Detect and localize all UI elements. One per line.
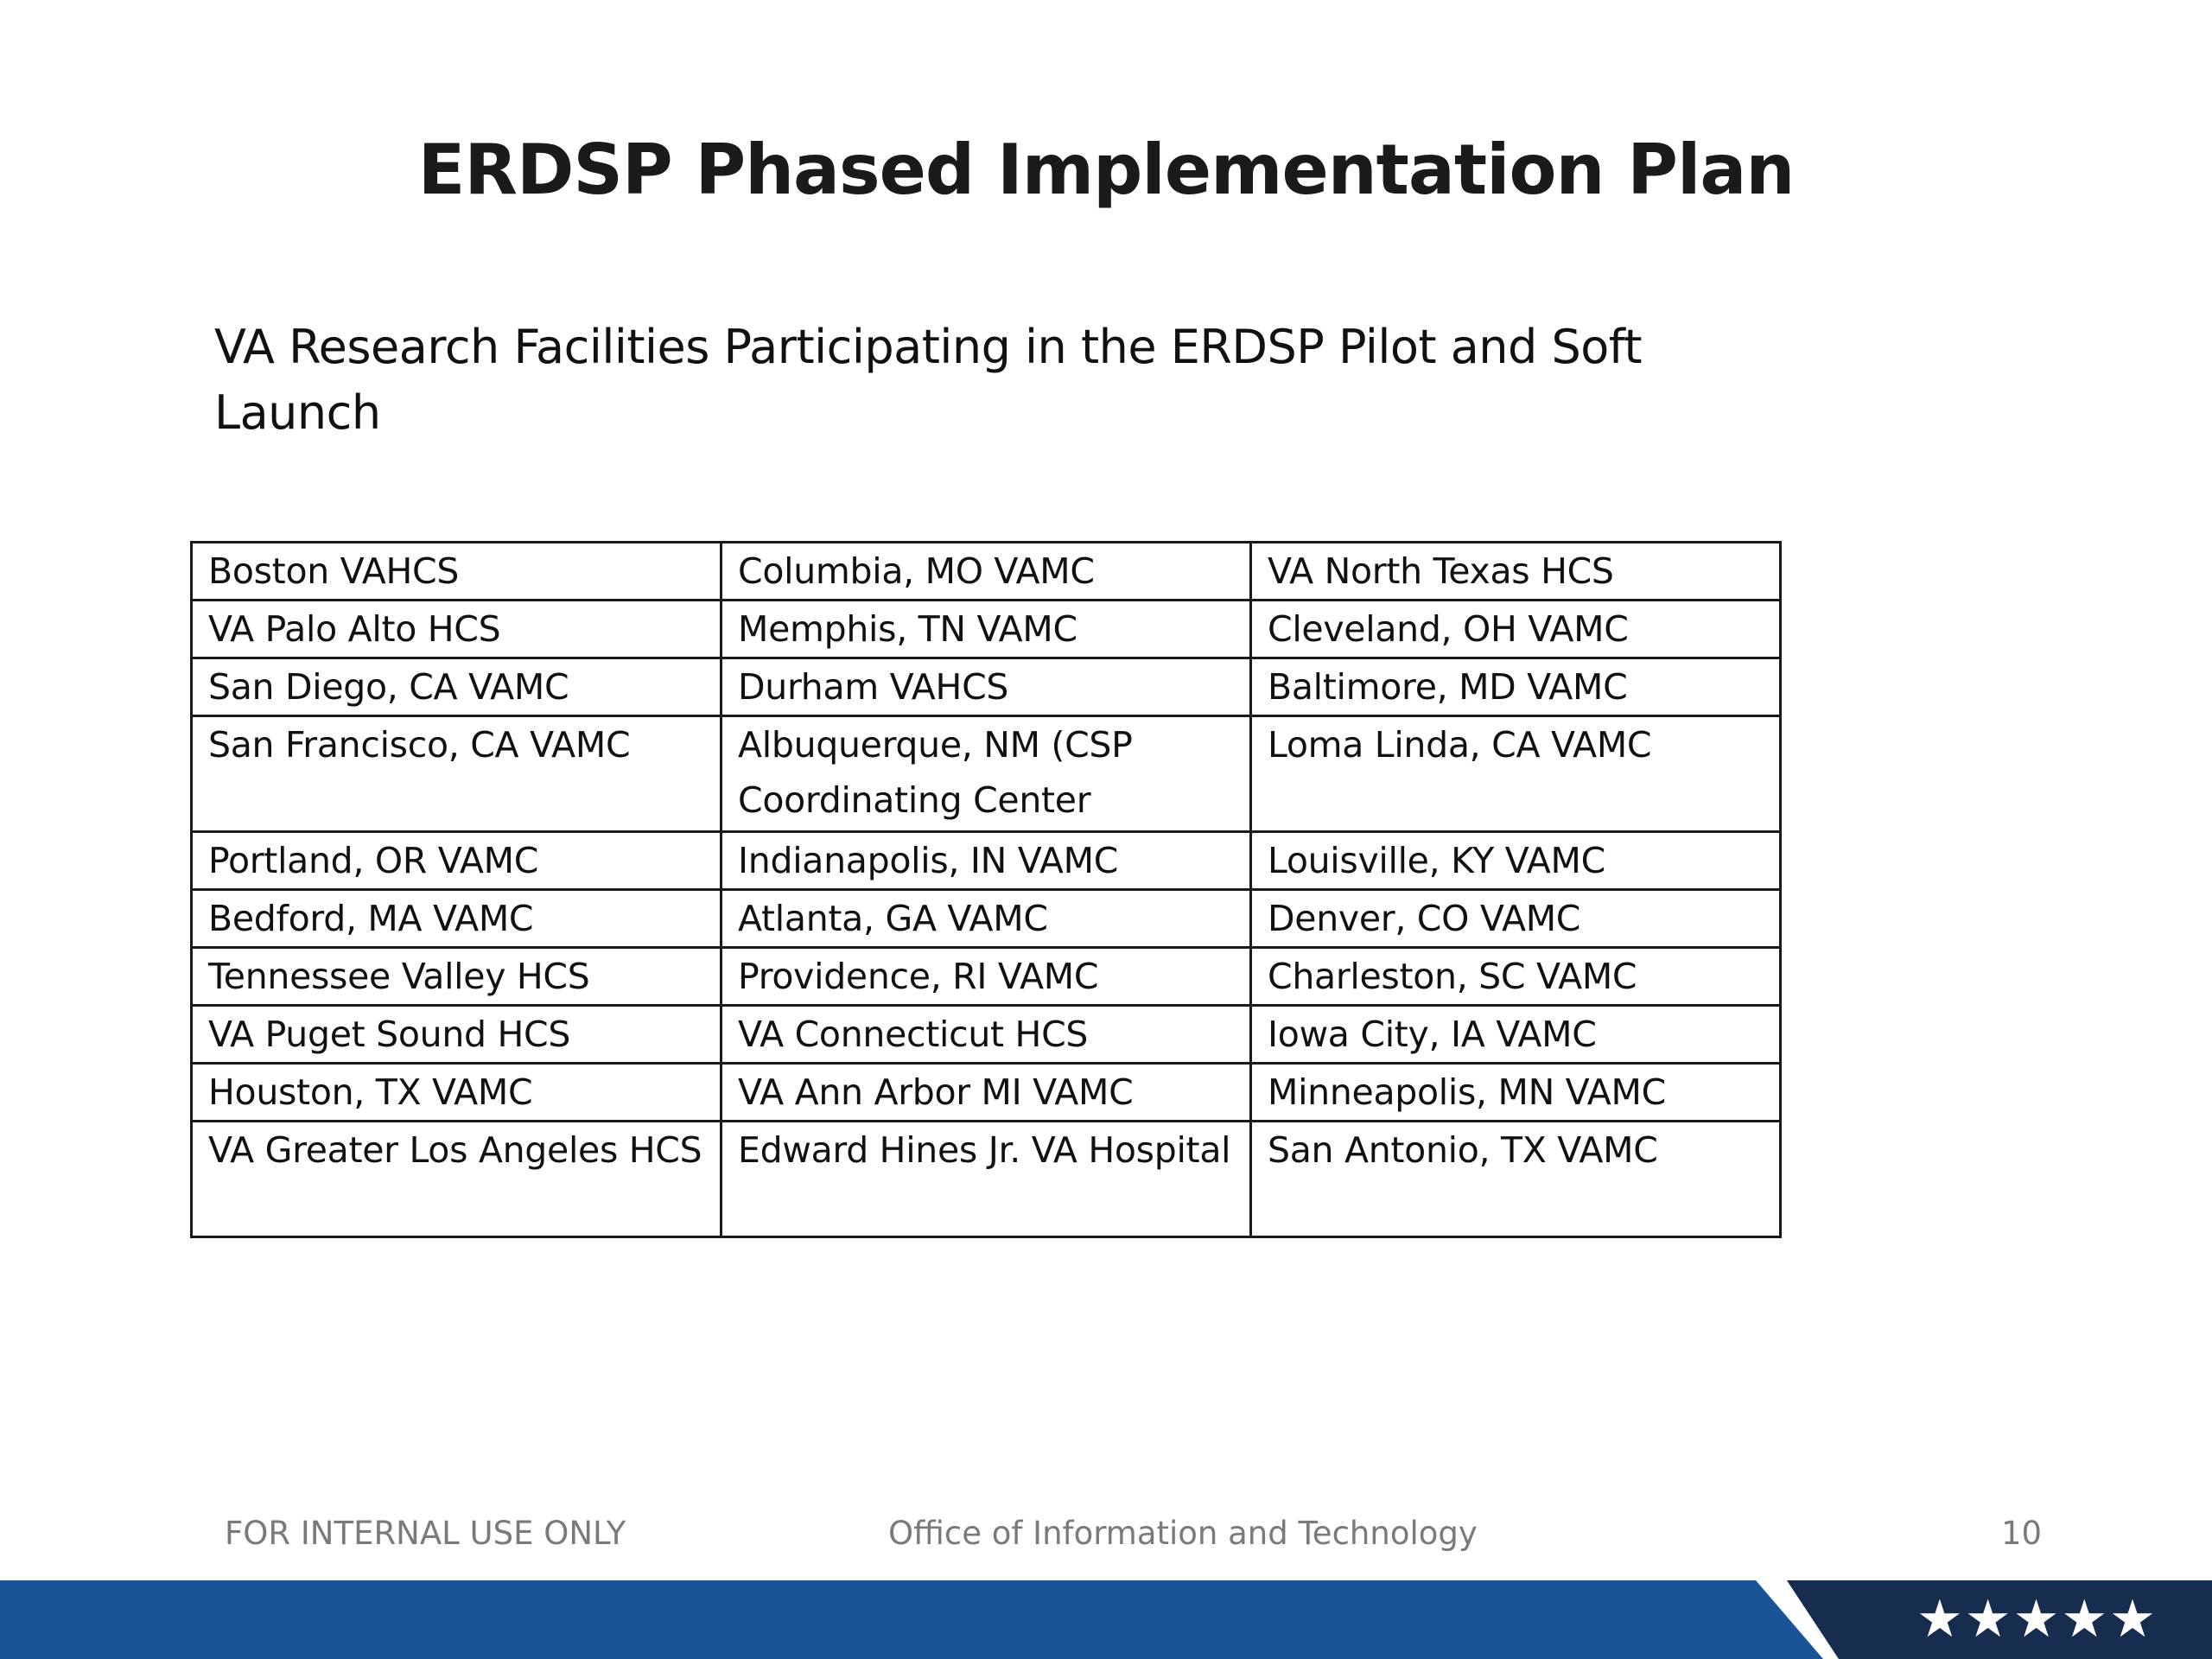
table-cell: Minneapolis, MN VAMC	[1251, 1064, 1781, 1122]
table-row	[192, 832, 1781, 890]
table-cell: Providence, RI VAMC	[721, 948, 1251, 1006]
footer-organization: Office of Information and Technology	[888, 1515, 1478, 1552]
table-cell: VA Greater Los Angeles HCS	[192, 1122, 721, 1237]
table-cell: Portland, OR VAMC	[192, 832, 721, 890]
table-row	[192, 948, 1781, 1006]
table-cell: Iowa City, IA VAMC	[1251, 1006, 1781, 1064]
table-cell: VA Palo Alto HCS	[192, 601, 721, 658]
table-row	[192, 1122, 1781, 1237]
table-row	[192, 543, 1781, 601]
table-cell: Charleston, SC VAMC	[1251, 948, 1781, 1006]
table-row	[192, 716, 1781, 832]
table-cell: Atlanta, GA VAMC	[721, 890, 1251, 948]
table-cell: Albuquerque, NM (CSP Coordinating Center	[721, 716, 1251, 832]
table-cell: VA Connecticut HCS	[721, 1006, 1251, 1064]
table-cell: San Francisco, CA VAMC	[192, 716, 721, 832]
table-cell: Cleveland, OH VAMC	[1251, 601, 1781, 658]
table-row	[192, 601, 1781, 658]
table-cell: Tennessee Valley HCS	[192, 948, 721, 1006]
table-cell: VA Puget Sound HCS	[192, 1006, 721, 1064]
footer-band	[0, 1580, 2212, 1659]
table-cell: Louisville, KY VAMC	[1251, 832, 1781, 890]
table-cell: Loma Linda, CA VAMC	[1251, 716, 1781, 832]
slide-subtitle: VA Research Facilities Participating in the ERDSP Pilot and Soft Launch	[214, 320, 1643, 440]
table-cell: Baltimore, MD VAMC	[1251, 658, 1781, 716]
table-cell: Memphis, TN VAMC	[721, 601, 1251, 658]
footer-page-number: 10	[2001, 1515, 2043, 1552]
table-cell: Houston, TX VAMC	[192, 1064, 721, 1122]
table-cell: Indianapolis, IN VAMC	[721, 832, 1251, 890]
table-cell: Edward Hines Jr. VA Hospital	[721, 1122, 1251, 1237]
table-cell: VA Ann Arbor MI VAMC	[721, 1064, 1251, 1122]
table-row	[192, 658, 1781, 716]
table-cell: Denver, CO VAMC	[1251, 890, 1781, 948]
table-cell: San Diego, CA VAMC	[192, 658, 721, 716]
slide-title: ERDSP Phased Implementation Plan	[417, 130, 1795, 210]
stars-logo: ★★★★★	[1916, 1589, 2158, 1649]
table-row	[192, 890, 1781, 948]
footer-classification: FOR INTERNAL USE ONLY	[225, 1515, 626, 1552]
table-cell: Durham VAHCS	[721, 658, 1251, 716]
table-cell: VA North Texas HCS	[1251, 543, 1781, 601]
table-cell: Bedford, MA VAMC	[192, 890, 721, 948]
table-row	[192, 1006, 1781, 1064]
table-cell: Columbia, MO VAMC	[721, 543, 1251, 601]
table-cell: San Antonio, TX VAMC	[1251, 1122, 1781, 1237]
facilities-table	[190, 541, 1782, 1238]
table-row	[192, 1064, 1781, 1122]
table-cell: Boston VAHCS	[192, 543, 721, 601]
